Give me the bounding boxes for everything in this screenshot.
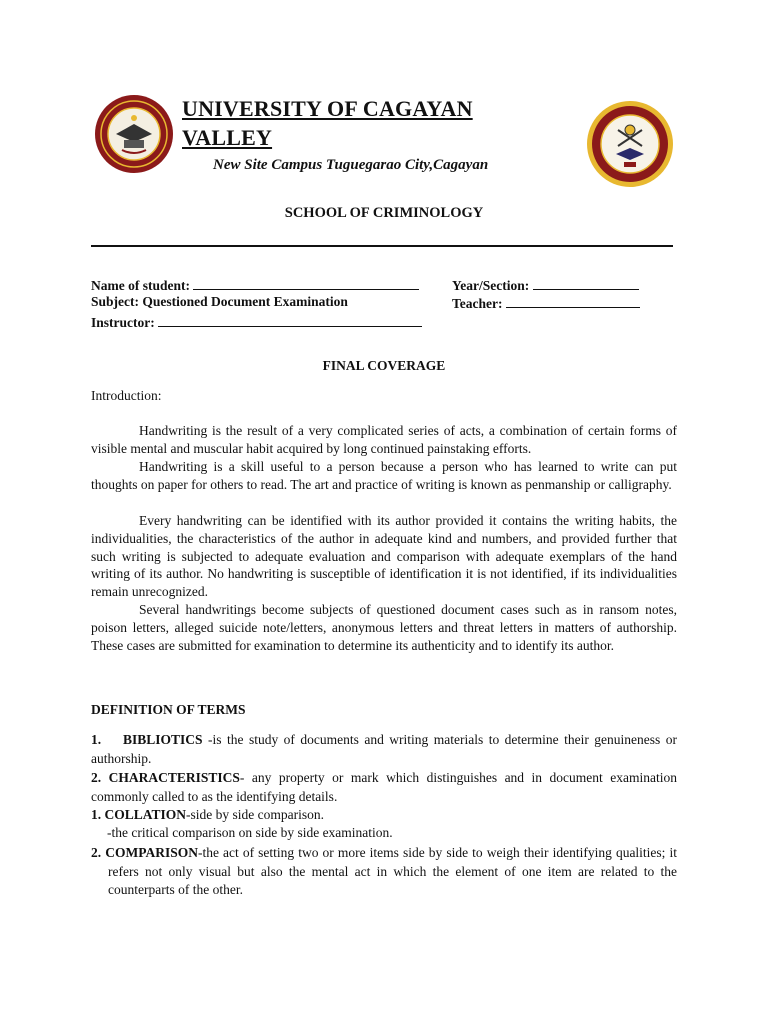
intro-paragraph-1: Handwriting is the result of a very complicated series of acts, a combination of certain forms of visible mental and muscular habit acquired by long continued painstaking efforts. [91,423,677,456]
term-bibliotics-num: 1. [91,732,102,747]
year-section-blank[interactable] [533,276,639,290]
student-name-blank[interactable] [193,276,419,290]
student-name-field [91,276,419,294]
student-name-label: Name of student: [91,278,190,293]
teacher-field [452,294,640,312]
university-seal-logo-left [94,94,174,174]
term-collation-text: -side by side comparison. [186,807,324,822]
subject-field [91,294,348,310]
term-collation-subtext: -the critical comparison on side by side examination. [107,825,393,840]
header-divider [91,245,673,247]
term-collation-num: 1. [91,807,102,822]
coverage-title: FINAL COVERAGE [322,358,446,373]
school-name: SCHOOL OF CRIMINOLOGY [284,205,484,221]
university-title-line1: UNIVERSITY OF CAGAYAN [182,96,473,121]
subject-label: Subject: Questioned Document Examination [91,294,348,309]
intro-paragraph-4: Several handwritings become subjects of questioned document cases such as in ransom notes, poison letters, alleged suicide note/letters, anonymous letters and threat letters in matters of authorship. These cases are submitted for examination to determine its authenticity and to identify its author. [91,602,677,653]
term-bibliotics-name: BIBLIOTICS [123,732,203,747]
introduction-label: Introduction: [91,388,162,403]
term-characteristics-name: CHARACTERISTICS [108,770,240,785]
year-section-field [452,276,639,294]
instructor-field [91,313,422,331]
term-bibliotics-text: -is the study of documents and writing materials to determine their genuineness or authorship. [91,732,677,766]
term-characteristics-num: 2. [91,770,102,785]
criminology-seal-logo-right [586,100,674,188]
campus-address: New Site Campus Tuguegarao City,Cagayan [213,157,489,173]
term-characteristics [91,769,677,806]
intro-paragraph-2: Handwriting is a skill useful to a person because a person who has learned to write can put thoughts on paper for others to read. The art and practice of writing is known as penmanship or calligraphy. [91,459,677,492]
year-section-label: Year/Section: [452,278,530,293]
term-collation [91,806,677,825]
instructor-label: Instructor: [91,315,155,330]
intro-paragraph-3: Every handwriting can be identified with its author provided it contains the writing habits, the individualities, the characteristics of the author in adequate kind and numbers, and provided further that such writing is subjected to adequate evaluation and comparison with adequate exemplars of the hand writing of its author. No handwriting is susceptible of identification it is not identified, if its individualities remain unrecognized. [91,513,677,600]
term-bibliotics [91,731,677,768]
instructor-blank[interactable] [158,313,422,327]
term-comparison [91,844,677,900]
teacher-label: Teacher: [452,296,503,311]
term-comparison-text: -the act of setting two or more items side by side to weigh their identifying qualities; it refers not only visual but also the mental act in which the element of one item are related to the counterparts of the other. [108,845,678,897]
term-comparison-num: 2. [91,845,102,860]
term-characteristics-text: - any property or mark which distinguishes and in document examination commonly called to as the identifying details. [91,770,677,804]
teacher-blank[interactable] [506,294,640,308]
term-collation-name: COLLATION [104,807,187,822]
term-comparison-name: COMPARISON [105,845,198,860]
university-title [182,94,512,152]
university-title-line2: VALLEY [182,125,273,150]
definitions-heading: DEFINITION OF TERMS [91,702,246,717]
